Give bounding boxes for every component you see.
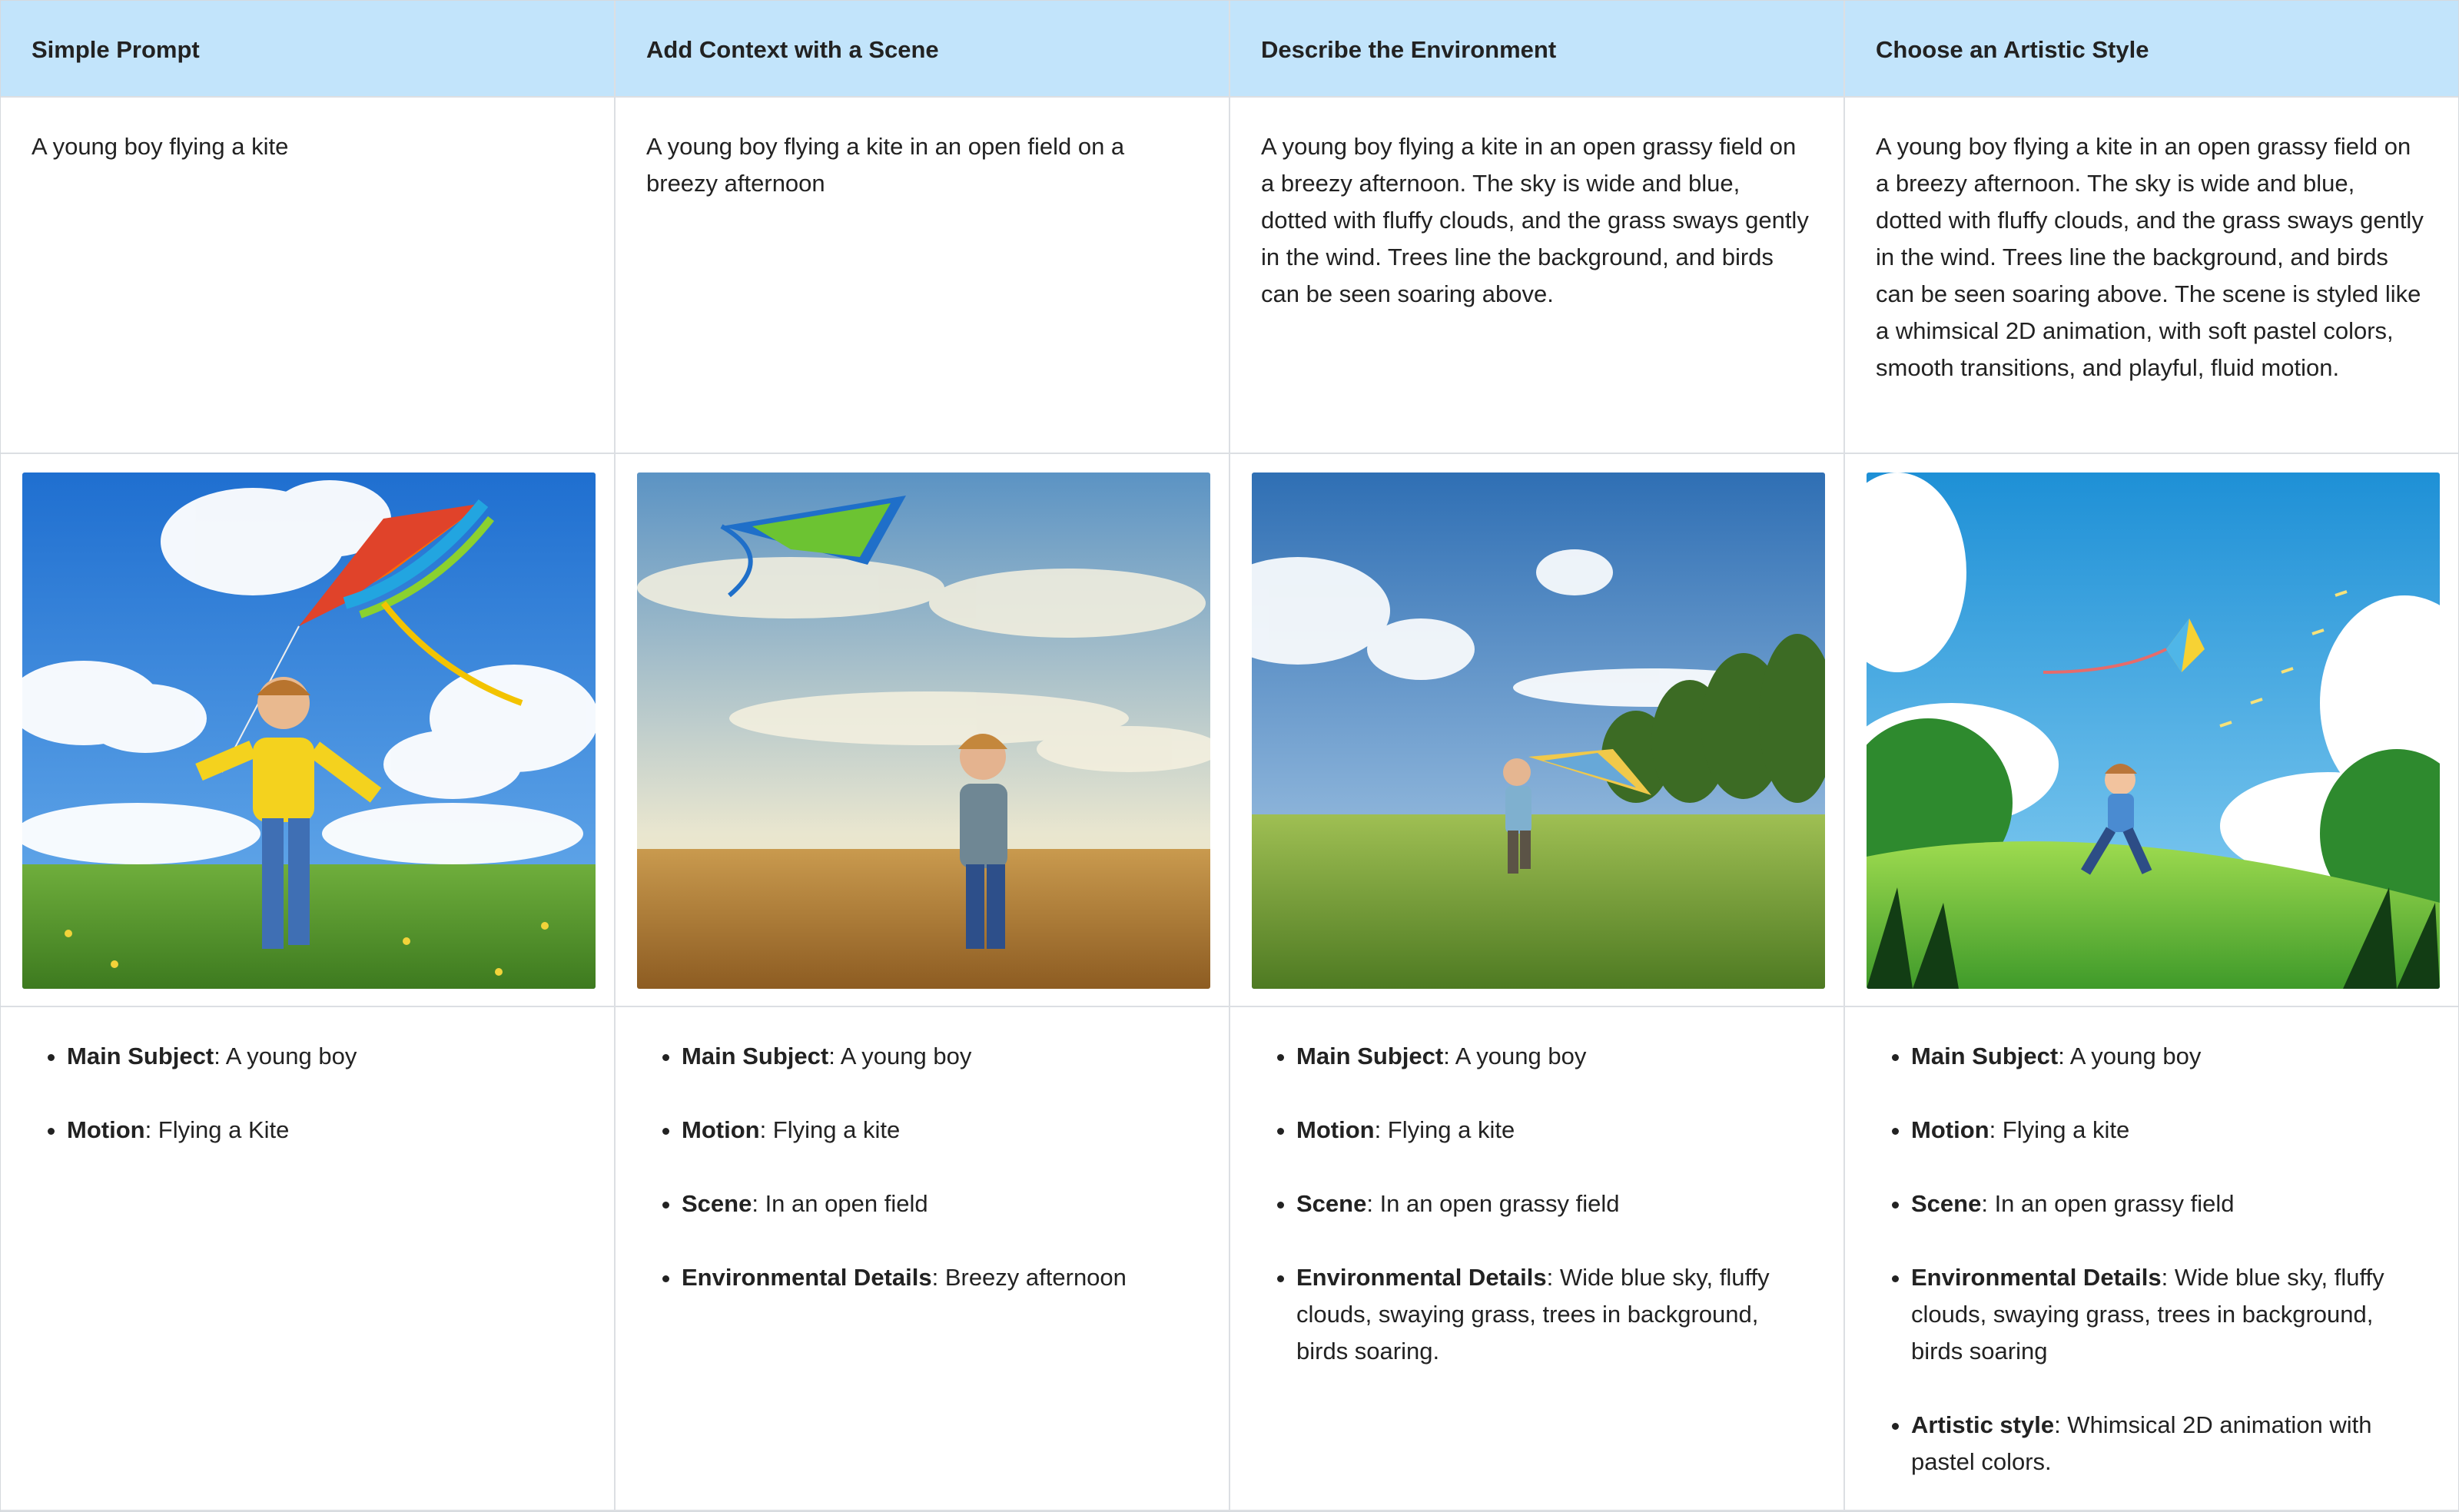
details-list <box>1230 1007 1843 1370</box>
prompt-cell <box>1 98 616 454</box>
list-item: • Motion: Flying a kite <box>682 1112 1198 1149</box>
list-item: • Artistic style: Whimsical 2D animation with pastel colors. <box>1911 1407 2427 1480</box>
list-item: • Environmental Details: Breezy afternoon <box>682 1259 1198 1296</box>
list-item: • Scene: In an open grassy field <box>1296 1185 1813 1222</box>
details-list <box>1845 1007 2458 1480</box>
boy-grassy-field-trees-photo-icon <box>1252 472 1825 989</box>
prompt-text: A young boy flying a kite in an open grassy field on a breezy afternoon. The sky is wide and blue, dotted with fluffy clouds, and the grass sways gently in the wind. Trees line the background, and birds can be seen soaring above. <box>1261 133 1809 307</box>
list-item: • Motion: Flying a Kite <box>67 1112 583 1149</box>
list-item: • Motion: Flying a kite <box>1296 1112 1813 1149</box>
details-cell <box>1230 1007 1845 1511</box>
list-item: • Environmental Details: Wide blue sky, fluffy clouds, swaying grass, trees in background, birds soaring <box>1911 1259 2427 1370</box>
list-item: • Main Subject: A young boy <box>1911 1038 2427 1075</box>
generated-image <box>637 472 1210 989</box>
boy-kite-2d-illustration-icon <box>1867 472 2440 989</box>
list-item: • Environmental Details: Wide blue sky, fluffy clouds, swaying grass, trees in background, birds soaring. <box>1296 1259 1813 1370</box>
generated-image <box>1867 472 2440 989</box>
image-cell <box>616 454 1230 1007</box>
image-cell <box>1845 454 2458 1007</box>
boy-kite-photo-icon <box>22 472 596 989</box>
prompt-text: A young boy flying a kite in an open grassy field on a breezy afternoon. The sky is wide and blue, dotted with fluffy clouds, and the grass sways gently in the wind. Trees line the background, and birds can be seen soaring above. The scene is styled like a whimsical 2D animation, with soft pastel colors, smooth transitions, and playful, fluid motion. <box>1876 133 2424 381</box>
details-cell <box>1 1007 616 1511</box>
prompt-cell <box>1230 98 1845 454</box>
list-item: • Scene: In an open grassy field <box>1911 1185 2427 1222</box>
prompt-cell <box>616 98 1230 454</box>
image-cell <box>1230 454 1845 1007</box>
details-list <box>1 1007 614 1149</box>
prompt-text: A young boy flying a kite in an open field on a breezy afternoon <box>646 133 1125 197</box>
generated-image <box>22 472 596 989</box>
generated-image <box>1252 472 1825 989</box>
header-label: Describe the Environment <box>1261 36 1557 63</box>
list-item: • Motion: Flying a kite <box>1911 1112 2427 1149</box>
column-header <box>1845 1 2458 98</box>
header-label: Choose an Artistic Style <box>1876 36 2149 63</box>
list-item: • Main Subject: A young boy <box>682 1038 1198 1075</box>
list-item: • Main Subject: A young boy <box>1296 1038 1813 1075</box>
column-header <box>1230 1 1845 98</box>
details-list <box>616 1007 1229 1296</box>
header-label: Simple Prompt <box>32 36 200 63</box>
column-header <box>616 1 1230 98</box>
column-header <box>1 1 616 98</box>
details-cell <box>1845 1007 2458 1511</box>
list-item: • Main Subject: A young boy <box>67 1038 583 1075</box>
list-item: • Scene: In an open field <box>682 1185 1198 1222</box>
prompt-cell <box>1845 98 2458 454</box>
header-label: Add Context with a Scene <box>646 36 939 63</box>
prompt-text: A young boy flying a kite <box>32 133 289 160</box>
image-cell <box>1 454 616 1007</box>
details-cell <box>616 1007 1230 1511</box>
boy-golden-field-photo-icon <box>637 472 1210 989</box>
